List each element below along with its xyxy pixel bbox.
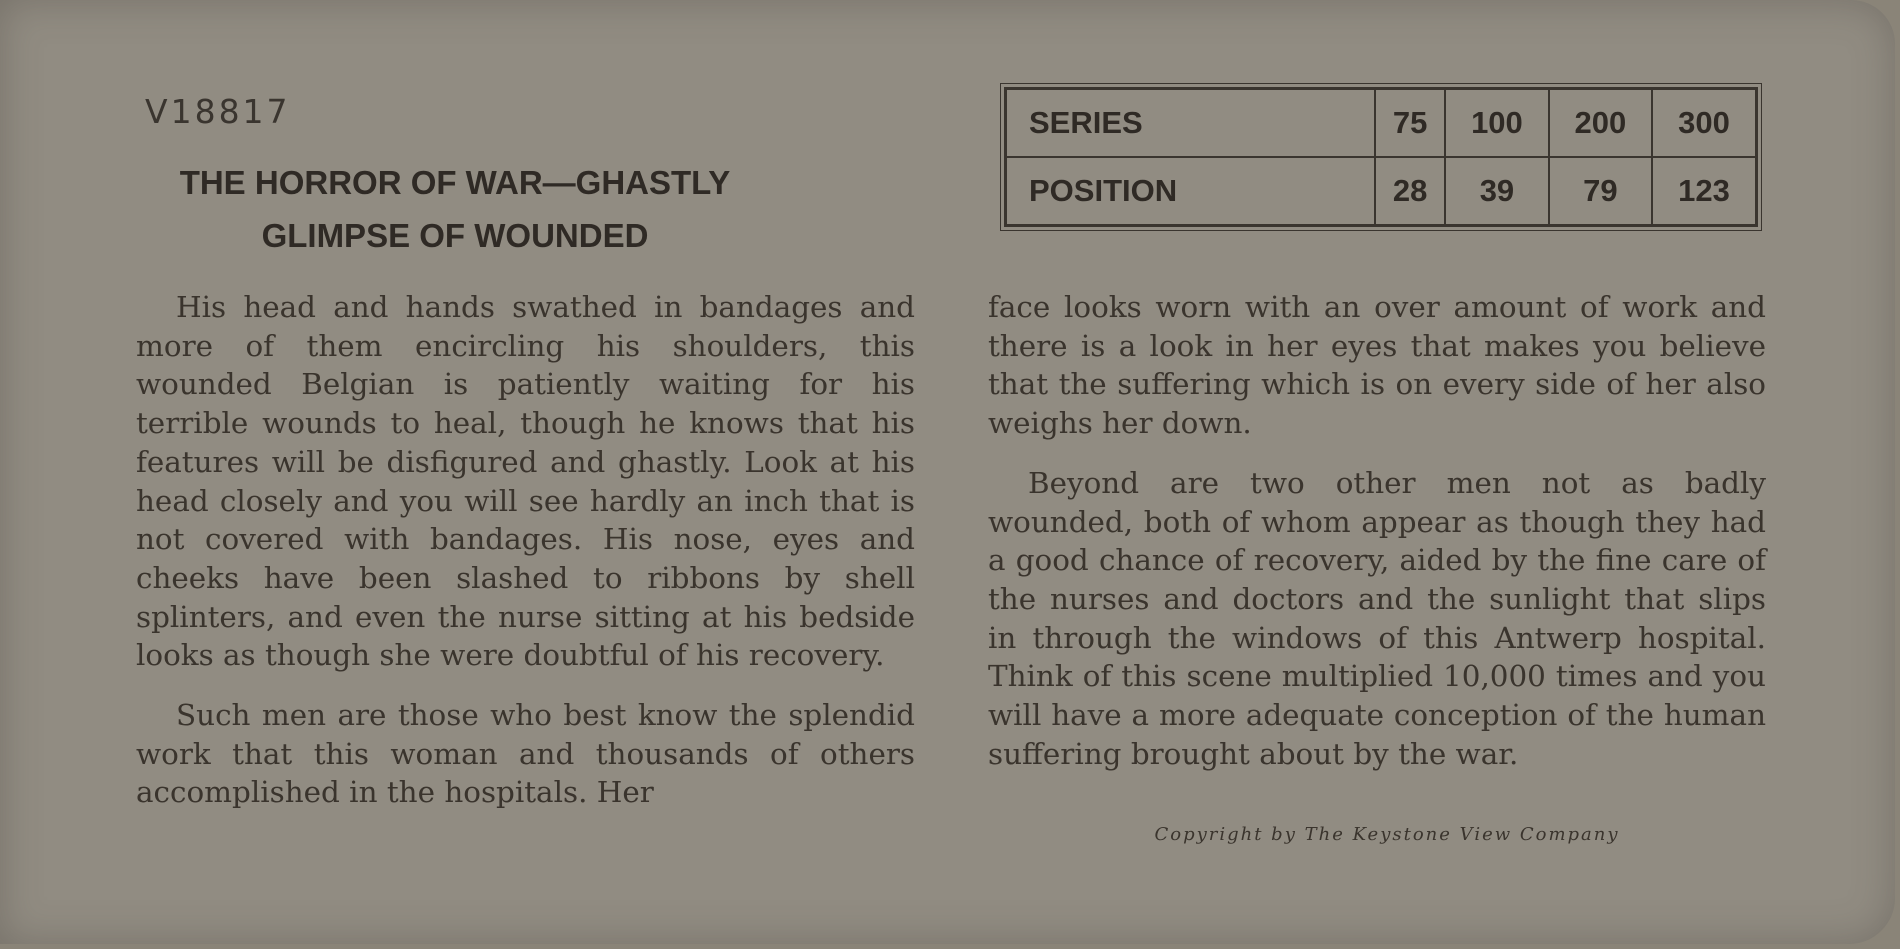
copyright-notice: Copyright by The Keystone View Company xyxy=(1154,824,1620,845)
table-cell: 75 xyxy=(1375,89,1445,158)
table-cell: 39 xyxy=(1445,157,1548,226)
table-cell: 123 xyxy=(1652,157,1756,226)
table-cell: 100 xyxy=(1445,89,1548,158)
title-line: THE HORROR OF WAR—GHASTLY xyxy=(179,164,731,201)
body-paragraph: face looks worn with an over amount of work and there is a look in her eyes that makes you believe that the suffering which is on every side of her also weighs her down. xyxy=(988,290,1766,441)
catalog-number: V18817 xyxy=(145,92,291,131)
card-title xyxy=(140,156,770,262)
table-cell: 300 xyxy=(1652,89,1756,158)
body-paragraph: Beyond are two other men not as badly wounded, both of whom appear as though they had a good chance of recovery, aided by the fine care of the nurses and doctors and the sunlight that slips in through the windows of this Antwerp hospital. Think of this scene multiplied 10,000 times and you will have a more adequate conception of the human suffering brought about by the war. xyxy=(988,465,1766,771)
body-paragraph: His head and hands swathed in bandages and more of them encircling his shoulders, this wounded Belgian is patiently waiting for his terrible wounds to heal, though he knows that his features will be disfigured and ghastly. Look at his head closely and you will see hardly an inch that is not covered with bandages. His nose, eyes and cheeks have been slashed to ribbons by shell splinters, and even the nurse sitting at his bedside looks as though she were doubtful of his recovery. xyxy=(136,290,915,673)
body-paragraph: Such men are those who best know the splendid work that this woman and thousands of others accomplished in the hospitals. Her xyxy=(136,698,915,810)
series-position-table xyxy=(1004,87,1758,227)
series-row xyxy=(1006,89,1757,158)
table-cell: 28 xyxy=(1375,157,1445,226)
right-text-column xyxy=(988,288,1766,773)
position-row xyxy=(1006,157,1757,226)
row-label: SERIES xyxy=(1006,89,1376,158)
table-cell: 200 xyxy=(1549,89,1652,158)
table-cell: 79 xyxy=(1549,157,1652,226)
row-label: POSITION xyxy=(1006,157,1376,226)
title-line: GLIMPSE OF WOUNDED xyxy=(261,217,649,254)
left-text-column xyxy=(136,288,915,812)
